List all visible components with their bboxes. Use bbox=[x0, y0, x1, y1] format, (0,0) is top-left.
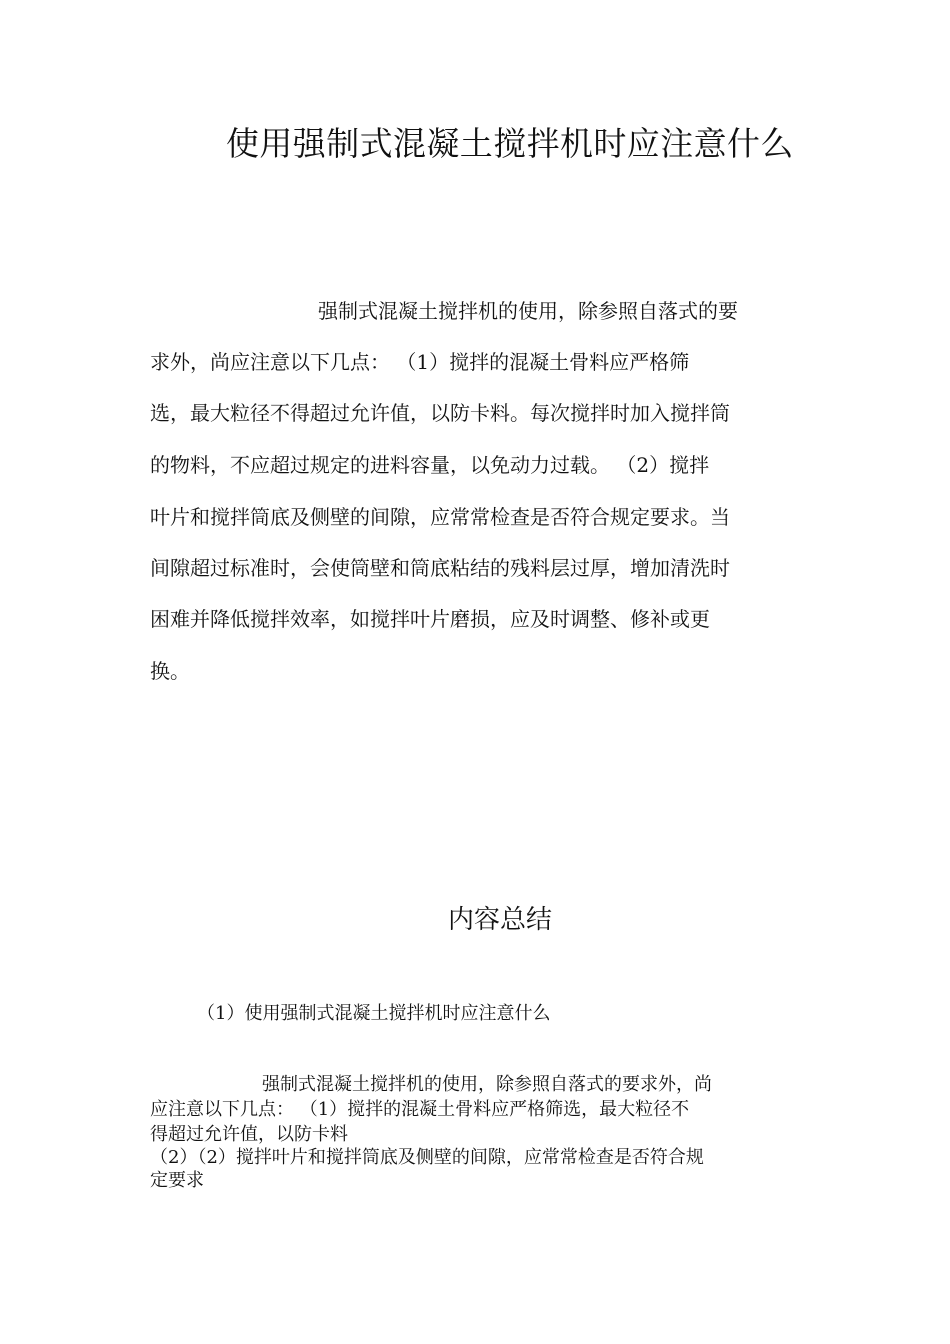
body-line: 叶片和搅拌筒底及侧壁的间隙，应常常检查是否符合规定要求。当 bbox=[150, 505, 730, 529]
summary-line: （2）（2）搅拌叶片和搅拌筒底及侧壁的间隙，应常常检查是否符合规 bbox=[150, 1147, 704, 1168]
body-line: 强制式混凝土搅拌机的使用，除参照自落式的要 bbox=[318, 299, 738, 323]
body-line: 间隙超过标准时，会使筒壁和筒底粘结的残料层过厚，增加清洗时 bbox=[150, 556, 730, 580]
body-line: 换。 bbox=[150, 659, 190, 683]
summary-line: 强制式混凝土搅拌机的使用，除参照自落式的要求外，尚 bbox=[262, 1074, 712, 1095]
document-title: 使用强制式混凝土搅拌机时应注意什么 bbox=[226, 124, 794, 163]
body-line: 求外，尚应注意以下几点： （1）搅拌的混凝土骨料应严格筛 bbox=[150, 350, 690, 374]
summary-line: 得超过允许值，以防卡料 bbox=[150, 1124, 348, 1145]
summary-line: 应注意以下几点： （1）搅拌的混凝土骨料应严格筛选，最大粒径不 bbox=[150, 1099, 690, 1120]
body-line: 选，最大粒径不得超过允许值，以防卡料。每次搅拌时加入搅拌筒 bbox=[150, 401, 730, 425]
summary-item: （1）使用强制式混凝土搅拌机时应注意什么 bbox=[197, 1003, 551, 1024]
summary-line: 定要求 bbox=[150, 1170, 204, 1191]
summary-title: 内容总结 bbox=[448, 905, 553, 935]
body-line: 的物料，不应超过规定的进料容量，以免动力过载。 （2）搅拌 bbox=[150, 453, 710, 477]
body-line: 困难并降低搅拌效率，如搅拌叶片磨损，应及时调整、修补或更 bbox=[150, 607, 710, 631]
